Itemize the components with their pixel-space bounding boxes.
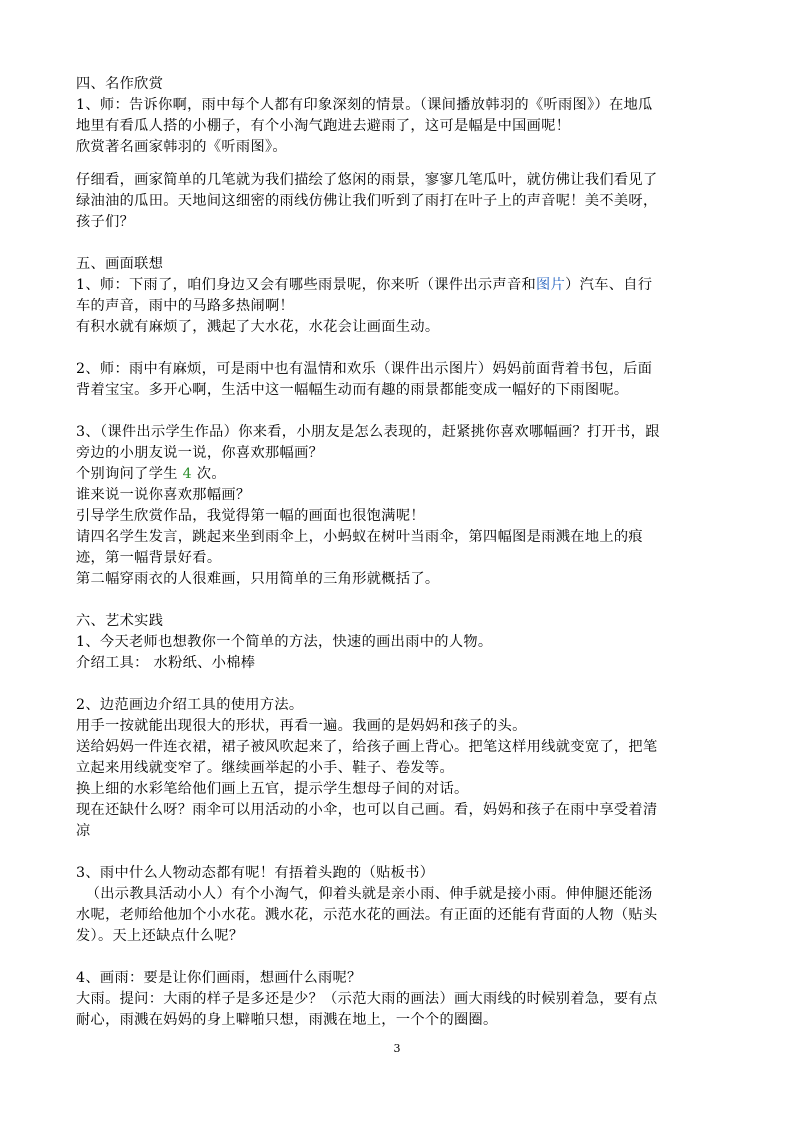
text-span: 个别询问了学生 [76,466,183,482]
text-span: 次。 [192,466,226,482]
paragraph-line: 旁边的小朋友说一说，你喜欢那幅画？ [76,445,324,461]
paragraph-line: 换上细的水彩笔给他们画上五官，提示学生想母子间的对话。 [76,781,469,797]
paragraph-line: 孩子们？ [76,214,135,230]
paragraph-line: 凉 [76,823,91,839]
text-span: 1、师：下雨了，咱们身边又会有哪些雨景呢，你来听（课件出示声音和 [76,277,537,293]
paragraph-line: 1、师：告诉你啊，雨中每个人都有印象深刻的情景。（课间播放韩羽的《听雨图》）在地瓜 [76,97,653,113]
page-number: 3 [393,1042,401,1055]
paragraph-line [76,464,718,485]
paragraph-line: 1、今天老师也想教你一个简单的方法，快速的画出雨中的人物。 [76,634,493,650]
paragraph-line: 3、（课件出示学生作品）你来看，小朋友是怎么表现的，赶紧挑你喜欢哪幅画？打开书，跟 [76,424,660,440]
paragraph-line [76,275,718,296]
paragraph-line: 请四名学生发言，跳起来坐到雨伞上，小蚂蚁在树叶当雨伞，第四幅图是雨溅在地上的痕 [76,529,643,545]
paragraph-line: 4、画雨：要是让你们画雨，想画什么雨呢？ [76,970,362,986]
image-link[interactable]: 图片 [536,277,566,293]
text-span: ）汽车、自行 [565,277,653,293]
paragraph-line: 耐心，雨溅在妈妈的身上噼啪只想，雨溅在地上，一个个的圈圈。 [76,1012,498,1028]
paragraph-line: 发）。天上还缺点什么呢？ [76,928,244,944]
paragraph-line: 现在还缺什么呀？雨伞可以用活动的小伞，也可以自己画。看，妈妈和孩子在雨中享受着清 [76,802,658,818]
paragraph-line: 背着宝宝。多开心啊，生活中这一幅幅生动而有趣的雨景都能变成一幅好的下雨图呢。 [76,382,629,398]
section-title: 四、名作欣赏 [76,76,164,92]
paragraph-line: 用手一按就能出现很大的形状，再看一遍。我画的是妈妈和孩子的头。 [76,718,527,734]
paragraph-line: 3、雨中什么人物动态都有呢！有捂着头跑的（贴板书） [76,865,435,881]
paragraph-line: 迹，第一幅背景好看。 [76,550,222,566]
paragraph-line: 欣赏著名画家韩羽的《听雨图》。 [76,139,287,155]
paragraph-line: 引导学生欣赏作品，我觉得第一幅的画面也很饱满呢！ [76,508,425,524]
paragraph-line: 仔细看，画家简单的几笔就为我们描绘了悠闲的雨景，寥寥几笔瓜叶，就仿佛让我们看见了 [76,172,658,188]
paragraph-line: 车的声音，雨中的马路多热闹啊！ [76,298,295,314]
paragraph-line: 水呢，老师给他加个小水花。溅水花，示范水花的画法。有正面的还能有背面的人物（贴头 [76,907,658,923]
paragraph-line: 立起来用线就变窄了。继续画举起的小手、鞋子、卷发等。 [76,760,454,776]
paragraph-line: 2、师：雨中有麻烦，可是雨中也有温情和欢乐（课件出示图片）妈妈前面背着书包，后面 [76,361,653,377]
paragraph-line: 介绍工具： 水粉纸、小棉棒 [76,655,256,671]
document-body [76,74,718,1031]
paragraph-line: 送给妈妈一件连衣裙，裙子被风吹起来了，给孩子画上背心。把笔这样用线就变宽了，把笔 [76,739,658,755]
paragraph-line: 地里有看瓜人搭的小棚子，有个小淘气跑进去避雨了，这可是幅是中国画呢！ [76,118,571,134]
section-title: 六、艺术实践 [76,613,164,629]
paragraph-line: 谁来说一说你喜欢那幅画？ [76,487,251,503]
count-number: 4 [182,466,193,482]
paragraph-line: 大雨。提问：大雨的样子是多还是少？（示范大雨的画法）画大雨线的时候别着急，要有点 [76,991,658,1007]
paragraph-line: 第二幅穿雨衣的人很难画，只用简单的三角形就概括了。 [76,571,440,587]
paragraph-line: 2、边范画边介绍工具的使用方法。 [76,697,304,713]
section-title: 五、画面联想 [76,256,164,272]
paragraph-line: （出示教具活动小人）有个小淘气，仰着头就是亲小雨、伸手就是接小雨。伸伸腿还能汤 [76,886,653,902]
paragraph-line: 有积水就有麻烦了，溅起了大水花，水花会让画面生动。 [76,319,440,335]
paragraph-line: 绿油油的瓜田。天地间这细密的雨线仿佛让我们听到了雨打在叶子上的声音呢！美不美呀， [76,193,658,209]
